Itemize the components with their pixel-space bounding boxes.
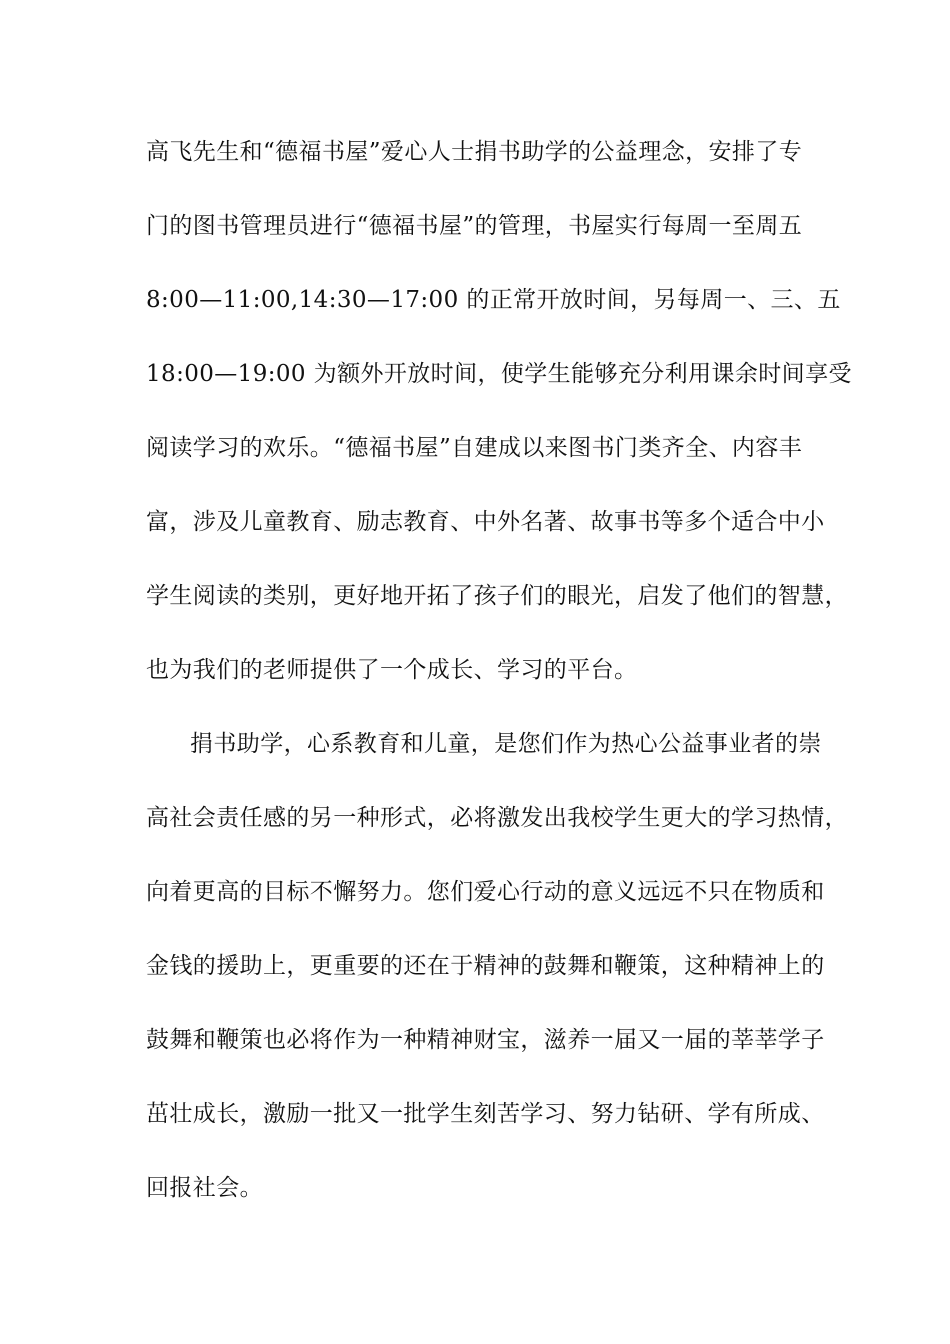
text-line: 8:00—11:00,14:30—17:00 的正常开放时间，另每周一、三、五	[146, 287, 841, 313]
text-line: 捐书助学，心系教育和儿童，是您们作为热心公益事业者的崇	[190, 731, 822, 757]
text-line: 18:00—19:00 为额外开放时间，使学生能够充分利用课余时间享受	[146, 361, 852, 387]
text-line: 富，涉及儿童教育、励志教育、中外名著、故事书等多个适合中小	[146, 509, 825, 535]
text-line: 高飞先生和“德福书屋”爱心人士捐书助学的公益理念，安排了专	[146, 139, 803, 165]
text-line: 金钱的援助上，更重要的还在于精神的鼓舞和鞭策，这种精神上的	[146, 953, 825, 979]
text-line: 回报社会。	[146, 1175, 263, 1201]
text-line: 茁壮成长，激励一批又一批学生刻苦学习、努力钻研、学有所成、	[146, 1101, 825, 1127]
text-line: 鼓舞和鞭策也必将作为一种精神财宝，滋养一届又一届的莘莘学子	[146, 1027, 825, 1053]
text-line: 向着更高的目标不懈努力。您们爱心行动的意义远远不只在物质和	[146, 879, 825, 905]
text-line: 门的图书管理员进行“德福书屋”的管理，书屋实行每周一至周五	[146, 213, 803, 239]
text-line: 学生阅读的类别，更好地开拓了孩子们的眼光，启发了他们的智慧，	[146, 583, 848, 609]
text-line: 高社会责任感的另一种形式，必将激发出我校学生更大的学习热情，	[146, 805, 848, 831]
text-line: 阅读学习的欢乐。“德福书屋”自建成以来图书门类齐全、内容丰	[146, 435, 803, 461]
text-line: 也为我们的老师提供了一个成长、学习的平台。	[146, 657, 638, 683]
